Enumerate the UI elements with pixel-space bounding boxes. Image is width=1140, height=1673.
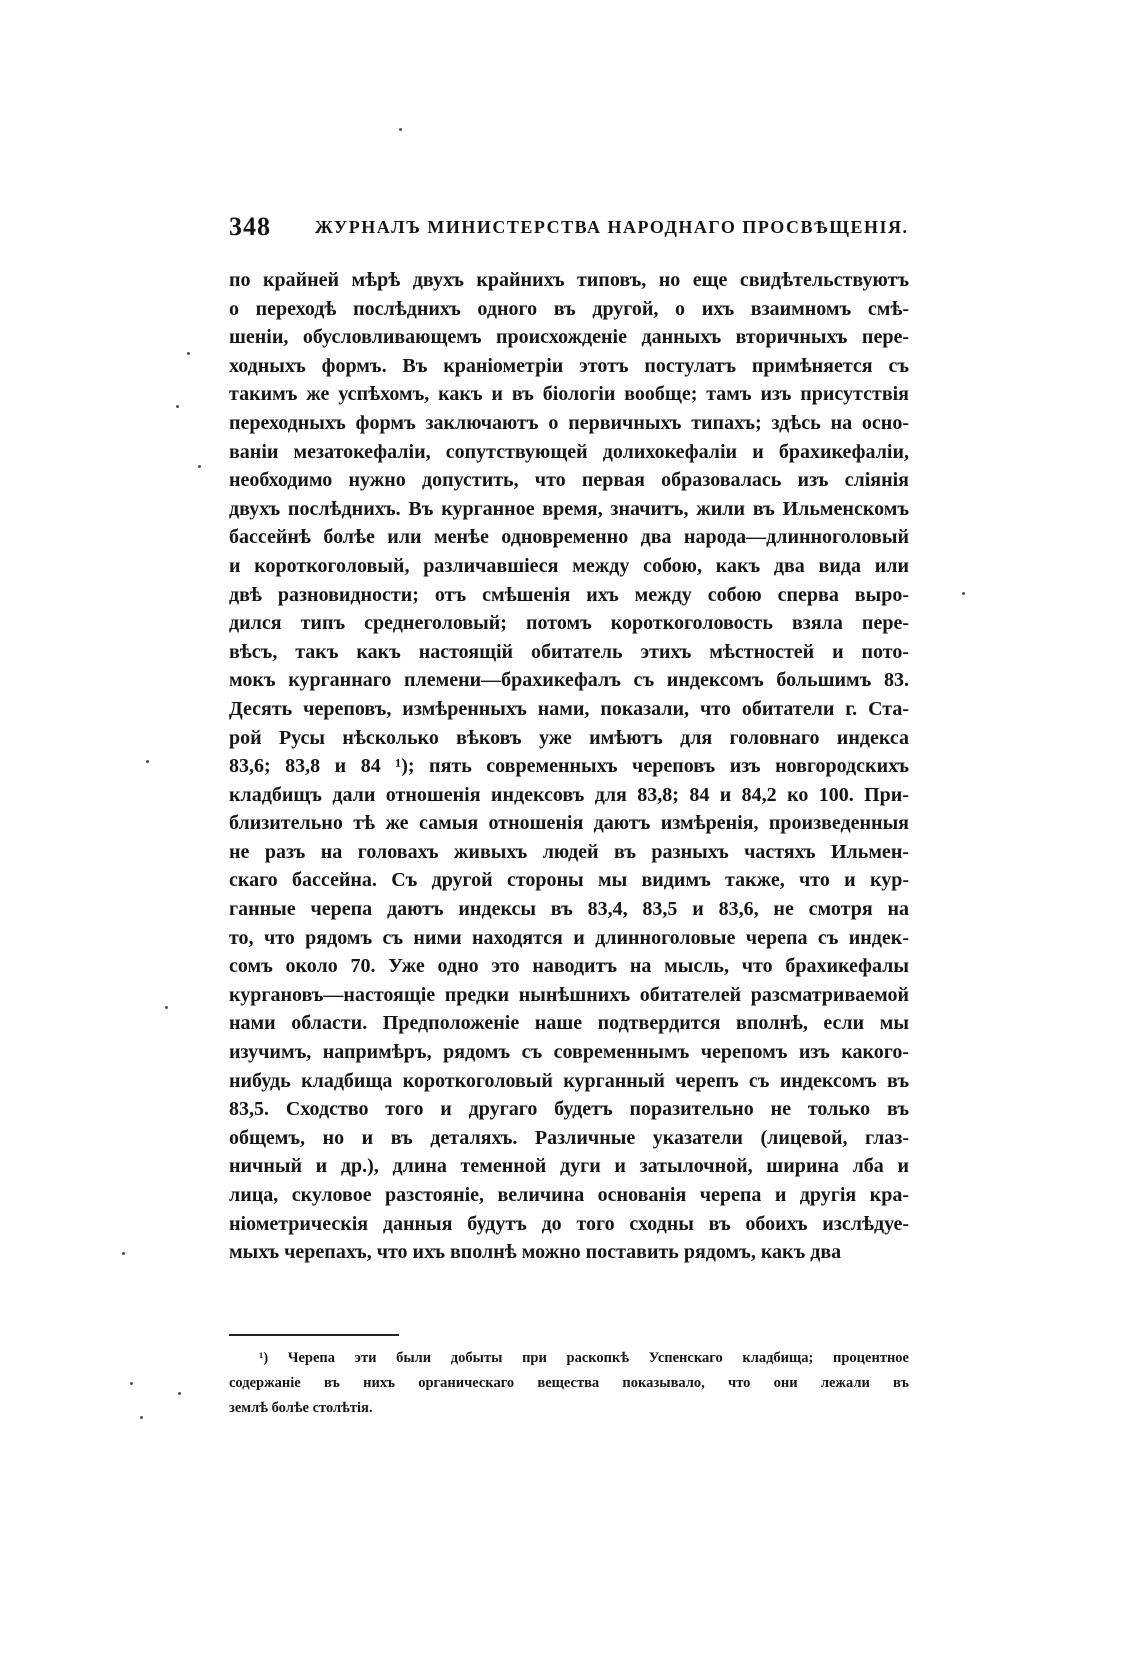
running-head: ЖУРНАЛЪ МИНИСТЕРСТВА НАРОДНАГО ПРОСВѢЩЕНІЯ. [315,217,909,237]
page-number: 348 [229,212,271,241]
footnote-line: содержаніе въ нихъ органическаго вещества показывало, что они лежали въ [229,1375,909,1391]
text-line: то, что рядомъ съ ними находятся и длинноголовые черепа съ индек- [229,926,909,949]
text-line: нами области. Предположеніе наше подтвердится вполнѣ, если мы [229,1012,909,1035]
text-line: рой Русы нѣсколько вѣковъ уже имѣютъ для головнаго индекса [229,726,909,749]
text-line: вѣсъ, такъ какъ настоящій обитатель этихъ мѣстностей и пото- [229,640,909,663]
text-line: о переходѣ послѣднихъ одного въ другой, о ихъ взаимномъ смѣ- [229,297,909,320]
text-line: ніометрическія данныя будутъ до того сходны въ обоихъ изслѣдуе- [229,1212,909,1235]
footnote [229,1346,909,1421]
text-line: 83,5. Сходство того и другаго будетъ поразительно не только въ [229,1098,909,1121]
text-line: изучимъ, напримѣръ, рядомъ съ современнымъ черепомъ изъ какого- [229,1041,909,1064]
text-line: лица, скуловое разстояніе, величина основанія черепа и другія кра- [229,1184,909,1206]
text-line: переходныхъ формъ заключаютъ о первичныхъ типахъ; здѣсь на осно- [229,411,909,434]
footnote-line: ¹) Черепа эти были добыты при раскопкѣ Успенскаго кладбища; процентное [259,1350,909,1366]
text-line: близительно тѣ же самыя отношенія даютъ измѣренія, произведенныя [229,812,909,835]
text-line: такимъ же успѣхомъ, какъ и въ біологіи вообще; тамъ изъ присутствія [229,383,909,406]
text-line: скаго бассейна. Съ другой стороны мы видимъ также, что и кур- [229,869,909,892]
text-line: необходимо нужно допустить, что первая образовалась изъ сліянія [229,469,909,492]
footnote-line: землѣ болѣе столѣтія. [229,1400,373,1416]
text-line: мокъ курганнаго племени—брахикефалъ съ индексомъ большимъ 83. [229,669,909,692]
text-line: нибудь кладбища короткоголовый курганный черепъ съ индексомъ въ [229,1069,909,1092]
text-line: 83,6; 83,8 и 84 ¹); пять современныхъ череповъ изъ новгородскихъ [229,755,909,778]
text-line: кургановъ—настоящіе предки нынѣшнихъ обитателей разсматриваемой [229,983,909,1006]
text-line: двухъ послѣднихъ. Въ курганное время, значитъ, жили въ Ильменскомъ [229,497,909,520]
text-line: и короткоголовый, различавшіеся между собою, какъ два вида или [229,554,909,577]
text-line: сомъ около 70. Уже одно это наводитъ на мысль, что брахикефалы [229,955,909,978]
text-line: шеніи, обусловливающемъ происхожденіе данныхъ вторичныхъ пере- [229,326,909,349]
text-line: не разъ на головахъ живыхъ людей въ разныхъ частяхъ Ильмен- [229,840,909,863]
text-line: ваніи мезатокефаліи, сопутствующей долихокефаліи и брахикефаліи, [229,440,909,463]
page-header [229,212,909,246]
text-line: дился типъ среднеголовый; потомъ короткоголовость взяла пере- [229,612,909,635]
text-line: бассейнѣ болѣе или менѣе одновременно два народа—длинноголовый [229,526,909,549]
body-text [229,266,909,1267]
text-line: двѣ разновидности; отъ смѣшенія ихъ между собою сперва выро- [229,583,909,606]
text-line: кладбищъ дали отношенія индексовъ для 83,8; 84 и 84,2 ко 100. При- [229,783,909,806]
text-line: мыхъ черепахъ, что ихъ вполнѣ можно поставить рядомъ, какъ два [229,1241,842,1264]
text-line: общемъ, но и въ деталяхъ. Различные указатели (лицевой, глаз- [229,1126,909,1149]
text-line: по крайней мѣрѣ двухъ крайнихъ типовъ, но еще свидѣтельствуютъ [229,269,909,291]
text-line: ничный и др.), длина теменной дуги и затылочной, ширина лба и [229,1155,909,1178]
footnote-rule [229,1334,399,1336]
text-line: Десять череповъ, измѣренныхъ нами, показали, что обитатели г. Ста- [229,697,909,720]
text-line: ходныхъ формъ. Въ краніометріи этотъ постулатъ примѣняется съ [229,354,909,377]
text-line: ганные черепа даютъ индексы въ 83,4, 83,5 и 83,6, не смотря на [229,898,909,921]
